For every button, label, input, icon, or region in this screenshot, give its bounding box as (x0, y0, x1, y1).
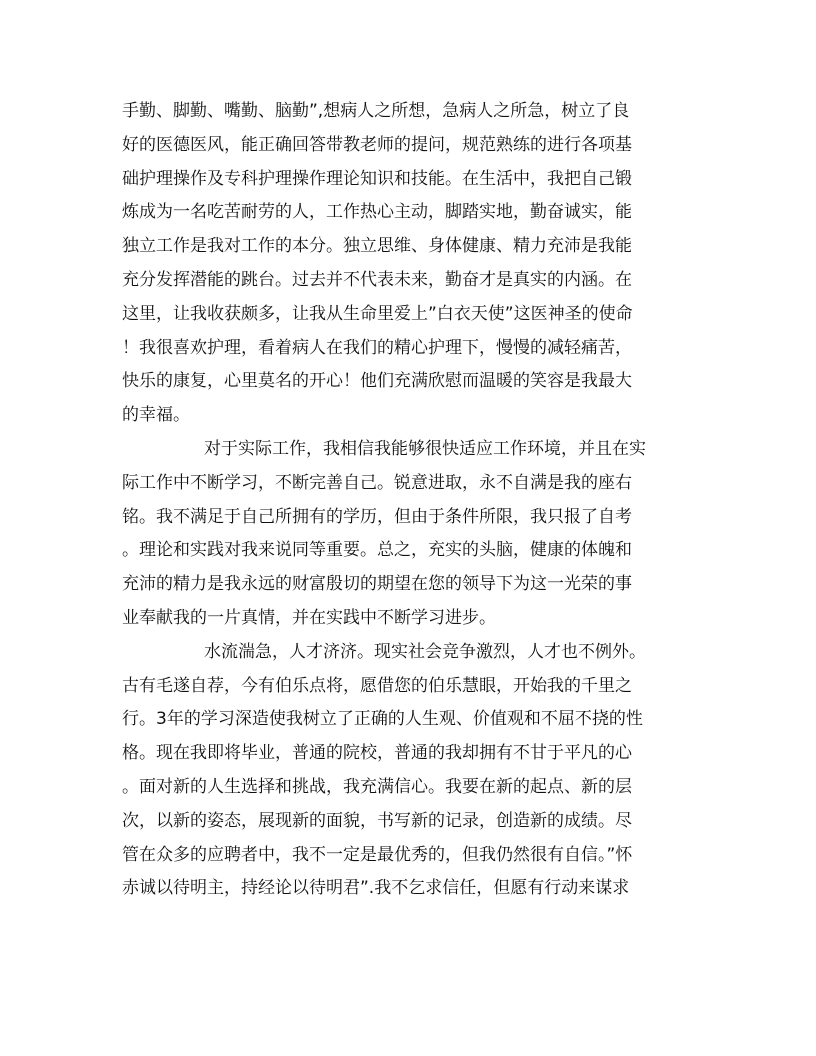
text-line: 。面对新的人生选择和挑战，我充满信心。我要在新的起点、新的层 (122, 776, 632, 797)
text-line: 行。3年的学习深造使我树立了正确的人生观、价值观和不屈不挠的性 (122, 709, 643, 730)
text-line: ！我很喜欢护理，看着病人在我们的精心护理下，慢慢的减轻痛苦， (122, 337, 632, 358)
document-body (122, 95, 696, 906)
text-line: 础护理操作及专科护理操作理论知识和技能。在生活中，我把自己锻 (122, 168, 632, 189)
text-line: 独立工作是我对工作的本分。独立思维、身体健康、精力充沛是我能 (122, 236, 632, 257)
text-line: 铭。我不满足于自己所拥有的学历，但由于条件所限，我只报了自考 (122, 506, 632, 527)
text-line: 业奉献我的一片真情，并在实践中不断学习进步。 (122, 607, 496, 628)
paragraph-start-line: 水流湍急，人才济济。现实社会竞争激烈，人才也不例外。 (204, 641, 646, 662)
text-line: 充沛的精力是我永远的财富殷切的期望在您的领导下为这一光荣的事 (122, 574, 632, 595)
text-line: 手勤、脚勤、嘴勤、脑勤”,想病人之所想，急病人之所急，树立了良 (122, 101, 630, 121)
text-line: 赤诚以待明主，持经论以待明君”.我不乞求信任，但愿有行动来谋求 (122, 878, 630, 899)
text-line: 格。现在我即将毕业，普通的院校，普通的我却拥有不甘于平凡的心 (122, 743, 632, 764)
text-line: 古有毛遂自荐，今有伯乐点将，愿借您的伯乐慧眼，开始我的千里之 (122, 675, 632, 696)
text-line: 。理论和实践对我来说同等重要。总之，充实的头脑，健康的体魄和 (122, 540, 632, 561)
text-line: 管在众多的应聘者中，我不一定是最优秀的，但我仍然很有自信。”怀 (122, 844, 633, 865)
text-line: 炼成为一名吃苦耐劳的人，工作热心主动，脚踏实地，勤奋诚实，能 (122, 202, 632, 223)
text-line: 次，以新的姿态，展现新的面貌，书写新的记录，创造新的成绩。尽 (122, 810, 632, 831)
text-line: 这里，让我收获颇多，让我从生命里爱上”白衣天使”这医神圣的使命 (122, 303, 633, 324)
text-line: 好的医德医风，能正确回答带教老师的提问，规范熟练的进行各项基 (122, 134, 632, 155)
text-line: 际工作中不断学习，不断完善自己。锐意进取，永不自满是我的座右 (122, 472, 632, 493)
paragraph-start-line: 对于实际工作，我相信我能够很快适应工作环境，并且在实 (204, 438, 646, 459)
text-line: 快乐的康复，心里莫名的开心！他们充满欣慰而温暖的笑容是我最大 (122, 371, 632, 392)
text-line: 充分发挥潜能的跳台。过去并不代表未来，勤奋才是真实的内涵。在 (122, 269, 632, 290)
text-line: 的幸福。 (122, 405, 190, 426)
